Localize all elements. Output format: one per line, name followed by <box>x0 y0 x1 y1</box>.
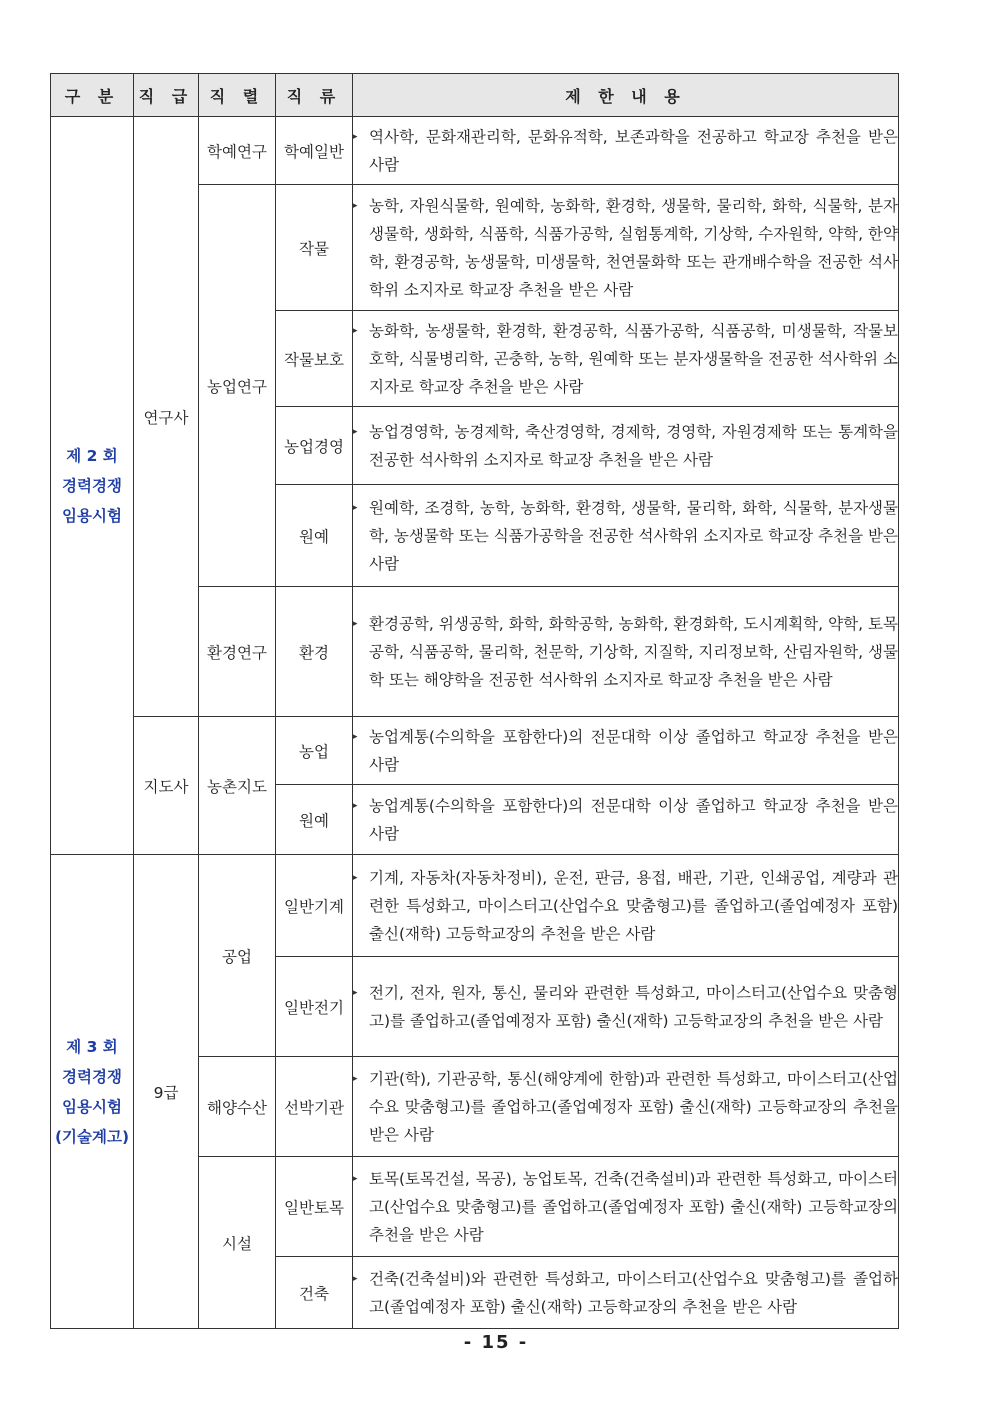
bullet-icon: ▸ <box>353 618 358 629</box>
table-row <box>51 117 899 185</box>
restriction-cell: ▸ 농학, 자원식물학, 원예학, 농화학, 환경학, 생물학, 물리학, 화학, 식물학, 분자생물학, 생화학, 식품학, 식품가공학, 실험통계학, 기상학, 수자원학, 약학, 한약학, 환경공학, 농생물학, 미생물학, 천연물화학 또는 관개배수학을 전공한 석사학위 소지자로 학교장 추천을 받은 사람 <box>353 185 899 311</box>
table-row <box>51 717 899 785</box>
page-number: - 15 - <box>463 1332 529 1353</box>
restriction-cell: ▸ 토목(토목건설, 목공), 농업토목, 건축(건축설비)과 관련한 특성화고, 마이스터고(산업수요 맞춤형고)를 졸업하고(졸업예정자 포함) 출신(재학) 고등학교장의 추천을 받은 사람 <box>353 1157 899 1257</box>
class-cell: 환경 <box>276 587 353 717</box>
bullet-icon: ▸ <box>353 800 358 811</box>
series-cell: 해양수산 <box>199 1057 276 1157</box>
restriction-cell: ▸ 전기, 전자, 원자, 통신, 물리와 관련한 특성화고, 마이스터고(산업수요 맞춤형고)를 졸업하고(졸업예정자 포함) 출신(재학) 고등학교장의 추천을 받은 사람 <box>353 957 899 1057</box>
bullet-icon: ▸ <box>353 325 358 336</box>
class-cell: 작물 <box>276 185 353 311</box>
class-cell: 일반전기 <box>276 957 353 1057</box>
series-cell: 환경연구 <box>199 587 276 717</box>
restriction-cell: ▸ 농업계통(수의학을 포함한다)의 전문대학 이상 졸업하고 학교장 추천을 받은 사람 <box>353 717 899 785</box>
exam3-label: 제 3 회 경력경쟁 임용시험 (기술계고) <box>51 855 134 1329</box>
restriction-cell: ▸ 농업계통(수의학을 포함한다)의 전문대학 이상 졸업하고 학교장 추천을 받은 사람 <box>353 785 899 855</box>
exam2-label: 제 2 회 경력경쟁 임용시험 <box>51 117 134 855</box>
class-cell: 일반기계 <box>276 855 353 957</box>
series-cell: 시설 <box>199 1157 276 1329</box>
restriction-cell: ▸ 농업경영학, 농경제학, 축산경영학, 경제학, 경영학, 자원경제학 또는 통계학을 전공한 석사학위 소지자로 학교장 추천을 받은 사람 <box>353 407 899 485</box>
header-category: 구 분 <box>51 74 134 117</box>
class-cell: 선박기관 <box>276 1057 353 1157</box>
restriction-table <box>50 73 899 1329</box>
class-cell: 원예 <box>276 485 353 587</box>
header-class: 직 류 <box>276 74 353 117</box>
class-cell: 작물보호 <box>276 311 353 407</box>
restriction-cell: ▸ 환경공학, 위생공학, 화학, 화학공학, 농화학, 환경화학, 도시계획학, 약학, 토목공학, 식품공학, 물리학, 천문학, 기상학, 지질학, 지리정보학, 산림자원학, 생물학 또는 해양학을 전공한 석사학위 소지자로 학교장 추천을 받은 사람 <box>353 587 899 717</box>
header-restriction: 제 한 내 용 <box>353 74 899 117</box>
series-cell: 학예연구 <box>199 117 276 185</box>
class-cell: 학예일반 <box>276 117 353 185</box>
restriction-cell: ▸ 건축(건축설비)와 관련한 특성화고, 마이스터고(산업수요 맞춤형고)를 졸업하고(졸업예정자 포함) 출신(재학) 고등학교장의 추천을 받은 사람 <box>353 1257 899 1329</box>
grade-researcher: 연구사 <box>134 117 199 717</box>
bullet-icon: ▸ <box>353 731 358 742</box>
header-row <box>51 74 899 117</box>
class-cell: 건축 <box>276 1257 353 1329</box>
grade-9: 9급 <box>134 855 199 1329</box>
class-cell: 일반토목 <box>276 1157 353 1257</box>
bullet-icon: ▸ <box>353 987 358 998</box>
bullet-icon: ▸ <box>353 1273 358 1284</box>
series-cell: 공업 <box>199 855 276 1057</box>
class-cell: 원예 <box>276 785 353 855</box>
class-cell: 농업경영 <box>276 407 353 485</box>
bullet-icon: ▸ <box>353 872 358 883</box>
bullet-icon: ▸ <box>353 1173 358 1184</box>
bullet-icon: ▸ <box>353 1073 358 1084</box>
restriction-cell: ▸ 기계, 자동차(자동차정비), 운전, 판금, 용접, 배관, 기관, 인쇄공업, 계량과 관련한 특성화고, 마이스터고(산업수요 맞춤형고)를 졸업하고(졸업예정자 포함) 출신(재학) 고등학교장의 추천을 받은 사람 <box>353 855 899 957</box>
bullet-icon: ▸ <box>353 200 358 211</box>
header-grade: 직 급 <box>134 74 199 117</box>
table-row <box>51 855 899 957</box>
bullet-icon: ▸ <box>353 502 358 513</box>
header-series: 직 렬 <box>199 74 276 117</box>
bullet-icon: ▸ <box>353 426 358 437</box>
restriction-cell: ▸ 농화학, 농생물학, 환경학, 환경공학, 식품가공학, 식품공학, 미생물학, 작물보호학, 식물병리학, 곤충학, 농학, 원예학 또는 분자생물학을 전공한 석사학위 소지자로 학교장 추천을 받은 사람 <box>353 311 899 407</box>
restriction-cell: ▸ 역사학, 문화재관리학, 문화유적학, 보존과학을 전공하고 학교장 추천을 받은 사람 <box>353 117 899 185</box>
class-cell: 농업 <box>276 717 353 785</box>
series-cell: 농업연구 <box>199 185 276 587</box>
grade-instructor: 지도사 <box>134 717 199 855</box>
restriction-cell: ▸ 기관(학), 기관공학, 통신(해양계에 한함)과 관련한 특성화고, 마이스터고(산업수요 맞춤형고)를 졸업하고(졸업예정자 포함) 출신(재학) 고등학교장의 추천을 받은 사람 <box>353 1057 899 1157</box>
bullet-icon: ▸ <box>353 131 358 142</box>
restriction-cell: ▸ 원예학, 조경학, 농학, 농화학, 환경학, 생물학, 물리학, 화학, 식물학, 분자생물학, 농생물학 또는 식품가공학을 전공한 석사학위 소지자로 학교장 추천을 받은 사람 <box>353 485 899 587</box>
series-cell: 농촌지도 <box>199 717 276 855</box>
